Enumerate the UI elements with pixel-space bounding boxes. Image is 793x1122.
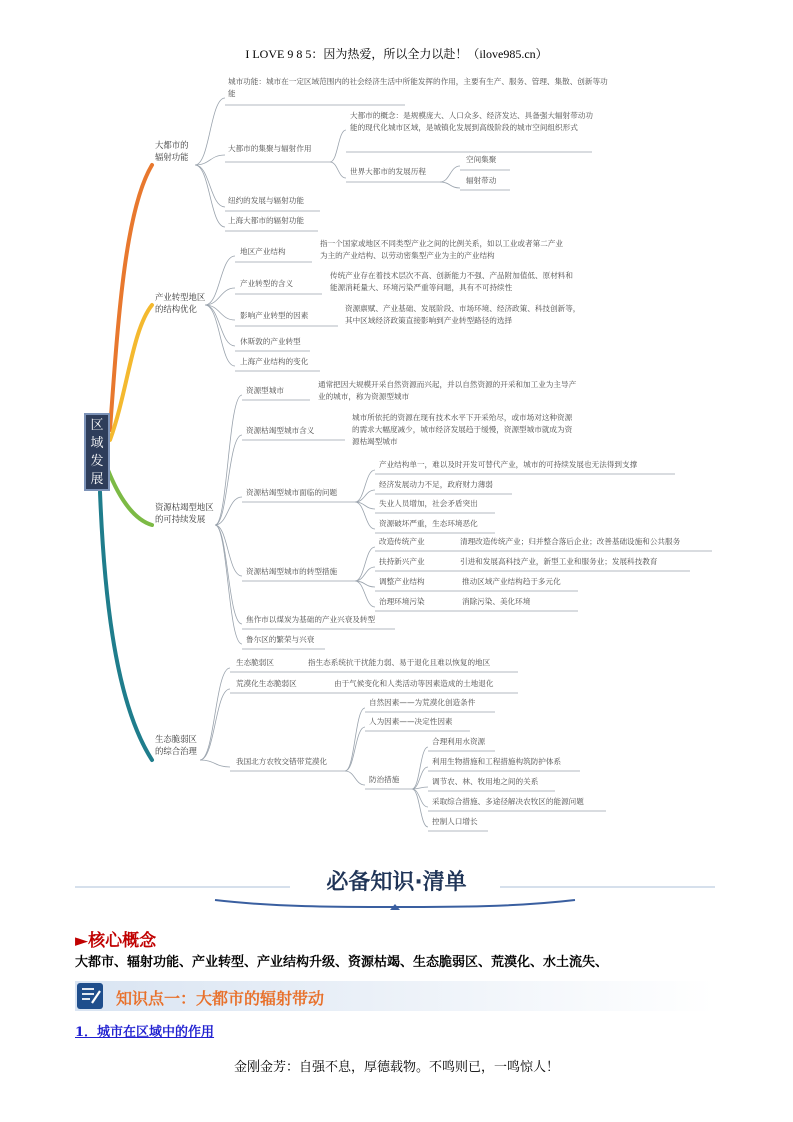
b3-measure-3-key: 调整产业结构	[379, 577, 425, 586]
b3-problem-3: 失业人员增加，社会矛盾突出	[379, 499, 478, 508]
page-footer: 金刚金芳：自强不息，厚德载物。不鸣则已，一鸣惊人！	[233, 1059, 559, 1074]
b3-measure-4-key: 治理环境污染	[379, 597, 425, 606]
core-concept-heading: ►核心概念	[75, 931, 157, 951]
b3-resource-city: 资源型城市	[246, 386, 284, 395]
center-char-2: 域	[90, 436, 104, 451]
b3-problem-1: 产业结构单一，难以及时开发可替代产业，城市的可持续发展也无法得到支撑	[379, 460, 638, 469]
subsection-title: 1．城市在区域中的作用	[75, 1025, 215, 1040]
b4-measure-4: 采取综合措施、多途径解决农牧区的能源问题	[432, 797, 584, 806]
b3-measure-3-value: 推动区域产业结构趋于多元化	[462, 577, 561, 586]
b3-problems: 资源枯竭型城市面临的问题	[246, 488, 338, 497]
b4-fragile-zone: 生态脆弱区	[236, 658, 274, 667]
branch-1-label: 大都市的 辐射功能	[155, 140, 189, 162]
b3-measures: 资源枯竭型城市的转型措施	[246, 567, 338, 576]
b1-city-function: 城市功能：城市在一定区域范围内的社会经济生活中所能发挥的作用，主要有生产、服务、管理、集散、创新等功能	[228, 77, 608, 98]
b2-shanghai-industry: 上海产业结构的变化	[240, 357, 309, 366]
b4-natural-factor: 自然因素——为荒漠化创造条件	[369, 698, 476, 707]
b3-resource-city-def: 通常把因大规模开采自然资源而兴起，并以自然资源的开采和加工业为主导产业的城市，称为资源型城市	[318, 380, 577, 401]
b1-node-agglomeration: 大都市的集聚与辐射作用	[228, 144, 312, 153]
b2-influence-factors-def: 资源禀赋、产业基础、发展阶段、市场环境、经济政策、科技创新等，其中区域经济政策直接影响到产业转型路径的选择	[345, 304, 581, 325]
b1-radiation-drive: 辐射带动	[466, 176, 497, 185]
b4-human-factor: 人为因素——决定性因素	[369, 717, 453, 726]
b4-measure-3: 调节农、林、牧用地之间的关系	[432, 777, 539, 786]
b3-measure-4-value: 消除污染、美化环境	[462, 597, 531, 606]
b2-transformation-meaning-def: 传统产业存在着技术层次不高、创新能力不强、产品附加值低、原材料和能源消耗量大、环境污染严重等问题，具有不可持续性	[330, 271, 573, 292]
b4-measure-1: 合理利用水资源	[432, 737, 486, 746]
b1-world-metropolis: 世界大都市的发展历程	[350, 167, 426, 176]
b1-shanghai: 上海大都市的辐射功能	[228, 216, 304, 225]
branch-line-4	[100, 492, 152, 760]
b2-regional-industry: 地区产业结构	[240, 247, 286, 256]
page-header: I LOVE 9 8 5：因为热爱，所以全力以赴！（ilove985.cn）	[245, 47, 548, 61]
b2-regional-industry-def: 指一个国家或地区不同类型产业之间的比例关系，如以工业或者第二产业为主的产业结构、以劳动密集型产业为主的产业结构	[320, 239, 563, 260]
b3-measure-1-key: 改造传统产业	[379, 537, 425, 546]
mindmap-center-node	[84, 413, 110, 491]
b4-measure-2: 利用生物措施和工程措施构筑防护体系	[432, 757, 562, 766]
section-title-wrap	[0, 865, 793, 896]
branch-4-label: 生态脆弱区 的综合治理	[155, 734, 197, 756]
b3-ruhr: 鲁尔区的繁荣与兴衰	[246, 635, 315, 644]
branch-2-label: 产业转型地区 的结构优化	[155, 292, 206, 314]
center-char-1: 区	[90, 418, 104, 433]
b4-north-desertification: 我国北方农牧交错带荒漠化	[236, 757, 328, 766]
b4-fragile-zone-def: 指生态系统抗干扰能力弱、易于退化且难以恢复的地区	[308, 658, 491, 667]
knowledge-point-title: 知识点一：大都市的辐射带动	[116, 989, 325, 1008]
b4-desert-zone: 荒漠化生态脆弱区	[236, 679, 297, 688]
b4-desert-zone-def: 由于气候变化和人类活动等因素造成的土地退化	[334, 679, 494, 688]
b3-jiaozuo: 焦作市以煤炭为基础的产业兴衰及转型	[246, 615, 376, 624]
b1-metropolis-concept: 大都市的概念：是规模庞大、人口众多、经济发达、具备强大辐射带动功能的现代化城市区域，是城镇化发展到高级阶段的城市空间组织形式	[350, 111, 593, 132]
b2-influence-factors: 影响产业转型的因素	[240, 311, 309, 320]
core-concept-list: 大都市、辐射功能、产业转型、产业结构升级、资源枯竭、生态脆弱区、荒漠化、水土流失、	[75, 955, 609, 970]
branch-line-3	[108, 470, 152, 525]
b4-prevention: 防治措施	[369, 775, 400, 784]
b3-measure-2-value: 引进和发展高科技产业，新型工业和服务业；发展科技教育	[460, 557, 658, 566]
b3-measure-1-value: 清理改造传统产业；归并整合落后企业；改善基础设施和公共服务	[460, 537, 681, 546]
b3-exhausted-meaning-def: 城市所依托的资源在现有技术水平下开采殆尽，或市场对这种资源的需求大幅度减少，城市经济发展趋于缓慢，资源型城市就成为资源枯竭型城市	[352, 413, 573, 446]
b1-spatial-agglomeration: 空间集聚	[466, 155, 497, 164]
center-char-3: 发	[90, 454, 104, 469]
branch-line-1	[110, 165, 152, 430]
b3-problem-2: 经济发展动力不足，政府财力薄弱	[379, 480, 493, 489]
b2-houston: 休斯敦的产业转型	[240, 337, 301, 346]
center-char-4: 展	[90, 472, 104, 487]
b1-newyork: 纽约的发展与辐射功能	[228, 196, 304, 205]
branch-3-label: 资源枯竭型地区 的可持续发展	[155, 502, 214, 524]
b3-exhausted-meaning: 资源枯竭型城市含义	[246, 426, 315, 435]
b4-measure-5: 控制人口增长	[432, 817, 478, 826]
b2-transformation-meaning: 产业转型的含义	[240, 279, 294, 288]
b3-measure-2-key: 扶持新兴产业	[379, 557, 425, 566]
b3-problem-4: 资源破坏严重，生态环境恶化	[379, 519, 478, 528]
section-title: 必备知识·清单	[326, 870, 467, 895]
